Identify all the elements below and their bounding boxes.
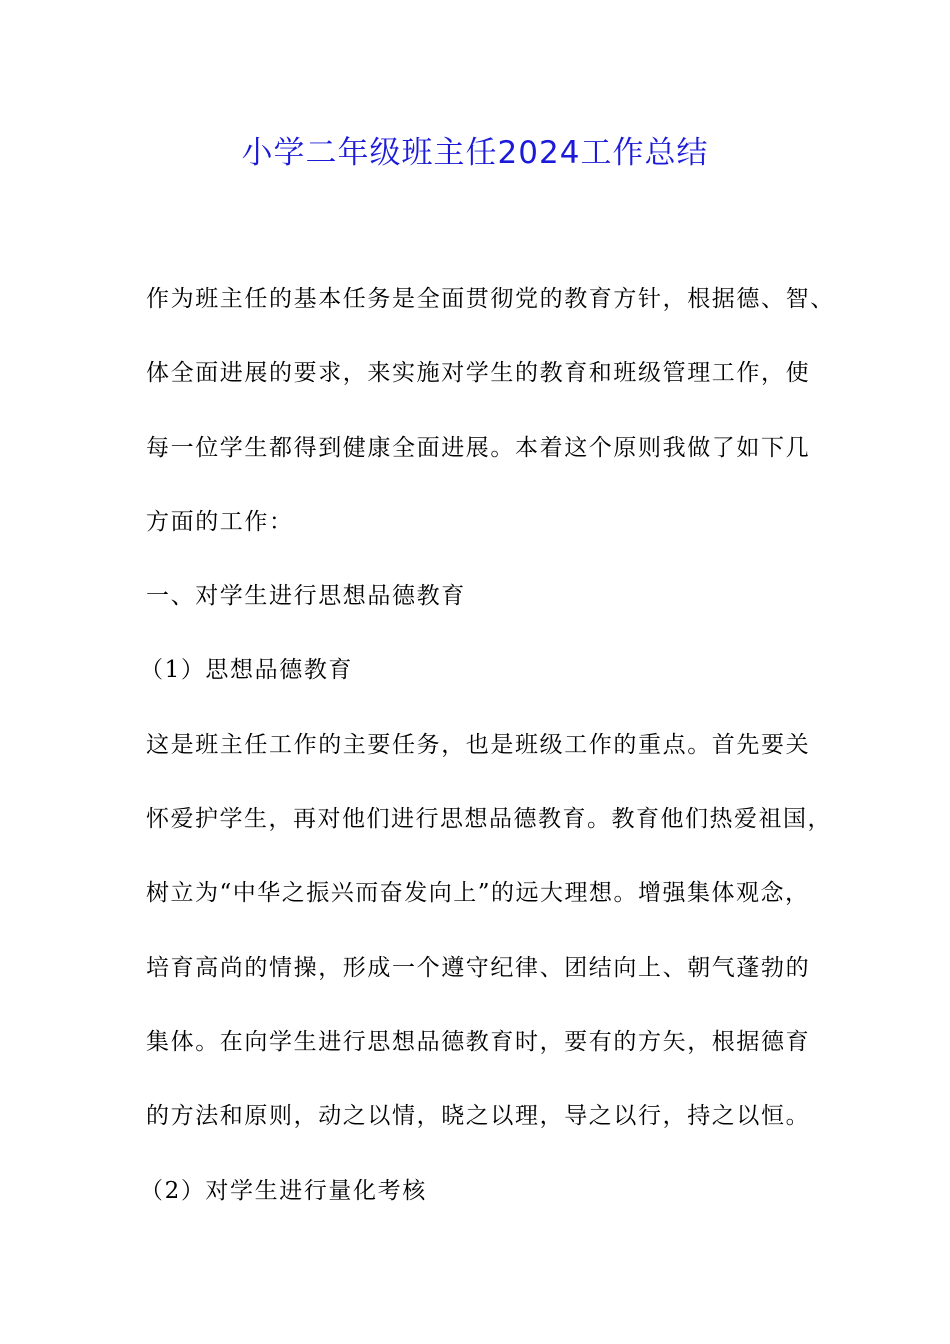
- paragraph-line: 树立为“中华之振兴而奋发向上”的远大理想。增强集体观念，: [146, 880, 810, 907]
- section-heading: 一、对学生进行思想品德教育: [146, 583, 466, 610]
- paragraph-line: 方面的工作：: [146, 508, 294, 535]
- paragraph-line: 体全面进展的要求，来实施对学生的教育和班级管理工作，使: [146, 360, 811, 387]
- document-body: [140, 262, 836, 1228]
- paragraph-line: 培育高尚的情操，形成一个遵守纪律、团结向上、朝气蓬勃的: [146, 954, 811, 981]
- paragraph-line: 的方法和原则，动之以情，晓之以理，导之以行，持之以恒。: [146, 1103, 811, 1130]
- subsection-heading: （2）对学生进行量化考核: [140, 1177, 427, 1204]
- subsection-heading: （1）思想品德教育: [140, 657, 354, 684]
- paragraph-line: 每一位学生都得到健康全面进展。本着这个原则我做了如下几: [146, 434, 811, 461]
- paragraph-line: 集体。在向学生进行思想品德教育时，要有的方矢，根据德育: [146, 1028, 811, 1055]
- paragraph-line: 这是班主任工作的主要任务，也是班级工作的重点。首先要关: [146, 731, 811, 758]
- paragraph-line: 作为班主任的基本任务是全面贯彻党的教育方针，根据德、智、: [146, 286, 835, 312]
- document-title: 小学二年级班主任2024工作总结: [241, 135, 709, 171]
- paragraph-line: 怀爱护学生，再对他们进行思想品德教育。教育他们热爱祖国，: [146, 806, 832, 833]
